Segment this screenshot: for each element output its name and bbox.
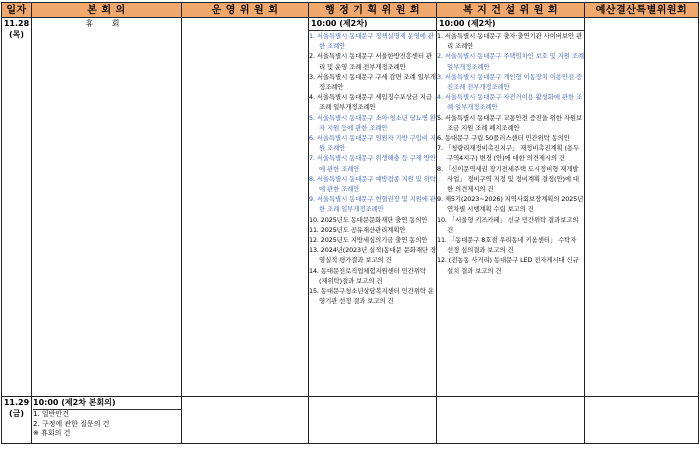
day2-line-1: 1. 일반안건 <box>33 410 69 418</box>
day1-plenary-recess: 휴 회 <box>85 19 128 28</box>
day2-steering-cell <box>182 397 309 444</box>
agenda-item: 8. 서울특별시 동대문구 예방접종 지원 및 위탁에 관한 조례안 <box>309 174 436 194</box>
agenda-item: 10. 「서울형 키즈카페」 신규 민간위탁 결과보고의 건 <box>437 215 579 234</box>
day2-budget-cell <box>585 397 699 444</box>
day1-admin-time: 10:00 (제2차) <box>309 18 436 31</box>
agenda-item: 12. 2025년도 지방세심의기금 출연 동의안 <box>309 236 428 245</box>
agenda-item: 9. 서울특별시 동대문구 헌혈권장 및 지원에 관한 조례 일부개정조례안 <box>309 195 436 214</box>
day1-admin-cell <box>309 18 437 397</box>
agenda-item: 3. 서울특별시 동대문구 구세 감면 조례 일부개정조례안 <box>309 72 436 92</box>
agenda-item: 1. 서울특별시 동대문구 정책실명제 운영에 관한 조례안 <box>309 32 434 51</box>
agenda-item: 4. 서울특별시 동대문구 세입징수포상금 지급조례 일부개정조례안 <box>309 93 432 112</box>
day2-date: 11.29 <box>3 398 30 407</box>
header-admin: 행 정 기 획 위 원 회 <box>309 3 437 18</box>
header-date: 일자 <box>2 3 32 18</box>
day1-date: 11.28 <box>3 19 30 28</box>
agenda-item: 2. 서울특별시 동대문구 서울한방진흥센터 관리 및 운영 조례 전부개정조례안 <box>309 52 432 71</box>
day1-welfare-cell <box>437 18 585 397</box>
day1-steering-cell <box>182 18 309 397</box>
day1-plenary-cell <box>32 18 182 397</box>
agenda-item: 7. 서울특별시 동대문구 위생해충 등 구제 방안에 관한 조례안 <box>309 154 436 173</box>
day2-plenary-cell <box>32 397 182 444</box>
day2-date-cell <box>2 397 32 444</box>
day2-weekday: (금) <box>8 409 25 418</box>
agenda-item: 12. (전농동 사거리) 동대문구 LED 전자게시대 신규 설치 결과 보고의 건 <box>437 256 579 275</box>
day1-row <box>2 18 699 397</box>
header-plenary: 본 회 의 <box>32 3 182 18</box>
day1-welfare-time: 10:00 (제2차) <box>437 18 584 31</box>
welfare-agenda-list <box>437 31 584 276</box>
agenda-item: 14. 동대문진로직업체험지원센터 민간위탁 (재위탁)결과 보고의 건 <box>309 266 426 285</box>
day2-line-2: 2. 구정에 관한 질문의 건 <box>33 419 110 428</box>
agenda-item: 4. 서울특별시 동대문구 자전거이용 활성화에 관한 조례 일부개정조례안 <box>437 93 583 112</box>
agenda-item: 1. 서울특별시 동대문구 출자·출연기관 사이버보안 관리 조례안 <box>437 32 583 51</box>
day2-line-3: ※ 휴회의 건 <box>33 429 71 437</box>
agenda-item: 10. 2025년도 동대문문화재단 출연 동의안 <box>309 215 428 224</box>
day1-weekday: (목) <box>8 30 25 39</box>
admin-agenda-list <box>309 31 436 306</box>
day1-date-cell <box>2 18 32 397</box>
agenda-item: 8. 「신이문역세권 장기전세주택 도시정비형 재개발사업」 정비구역 지정 및 정비계획 결정(안)에 대한 의견제시의 건 <box>437 164 579 194</box>
agenda-item: 13. 2024년(2023년 실적)동대문 문화재단 경영실적 평가결과 보고의 건 <box>309 246 436 265</box>
agenda-item: 6. 서울특별시 동대문구 임원자 가방 구입비 지원 조례안 <box>309 134 436 153</box>
header-steering: 운 영 위 원 회 <box>182 3 309 18</box>
agenda-item: 11. 2025년도 공유재산관리계획안 <box>309 225 406 234</box>
agenda-item: 6. 동대문구 구립 50플러스센터 민간위탁 동의안 <box>437 134 570 143</box>
agenda-item: 11. 「동대문구 8호점 우리동네 키움센터」 수탁자 선정 심의결과 보고의 건 <box>437 236 577 255</box>
agenda-item: 3. 서울특별시 동대문구 개인형 이동장치 이용안전 증진조례 전부개정조례안 <box>437 72 583 92</box>
header-row <box>2 3 699 18</box>
schedule-table <box>1 2 699 444</box>
agenda-item: 5. 서울특별시 동대문구 소아·청소년 당뇨병 환자 지원 등에 관한 조례안 <box>309 113 436 132</box>
agenda-item: 5. 서울특별시 동대문구 교통안전 증진을 위한 자원보조금 지원 조례 폐지조례안 <box>437 113 583 132</box>
agenda-item: 2. 서울특별시 동대문구 주택임차인 보호 및 지원 조례 일부개정조례안 <box>437 52 584 71</box>
day2-welfare-cell <box>437 397 585 444</box>
day2-time: 10:00 (제2차 본회의) <box>33 397 181 410</box>
header-budget: 예산결산특별위원회 <box>585 3 699 18</box>
day2-row <box>2 397 699 444</box>
header-welfare: 복 지 건 설 위 원 회 <box>437 3 585 18</box>
day2-admin-cell <box>309 397 437 444</box>
day1-budget-cell <box>585 18 699 397</box>
agenda-item: 7. 「청량리재정비촉진지구」 재정비촉진계획 (용두구역4지구) 변경 (안)에 대한 의견제시의 건 <box>437 144 580 163</box>
agenda-item: 15. 동대문구청소년상담복지센터 민간위탁 운영기관 선정 결과 보고의 건 <box>309 287 434 306</box>
agenda-item: 9. 제5기(2023~2026) 지역사회보장계획의 2025년 연차별 시행계획 수립 보고의 건 <box>437 195 584 214</box>
